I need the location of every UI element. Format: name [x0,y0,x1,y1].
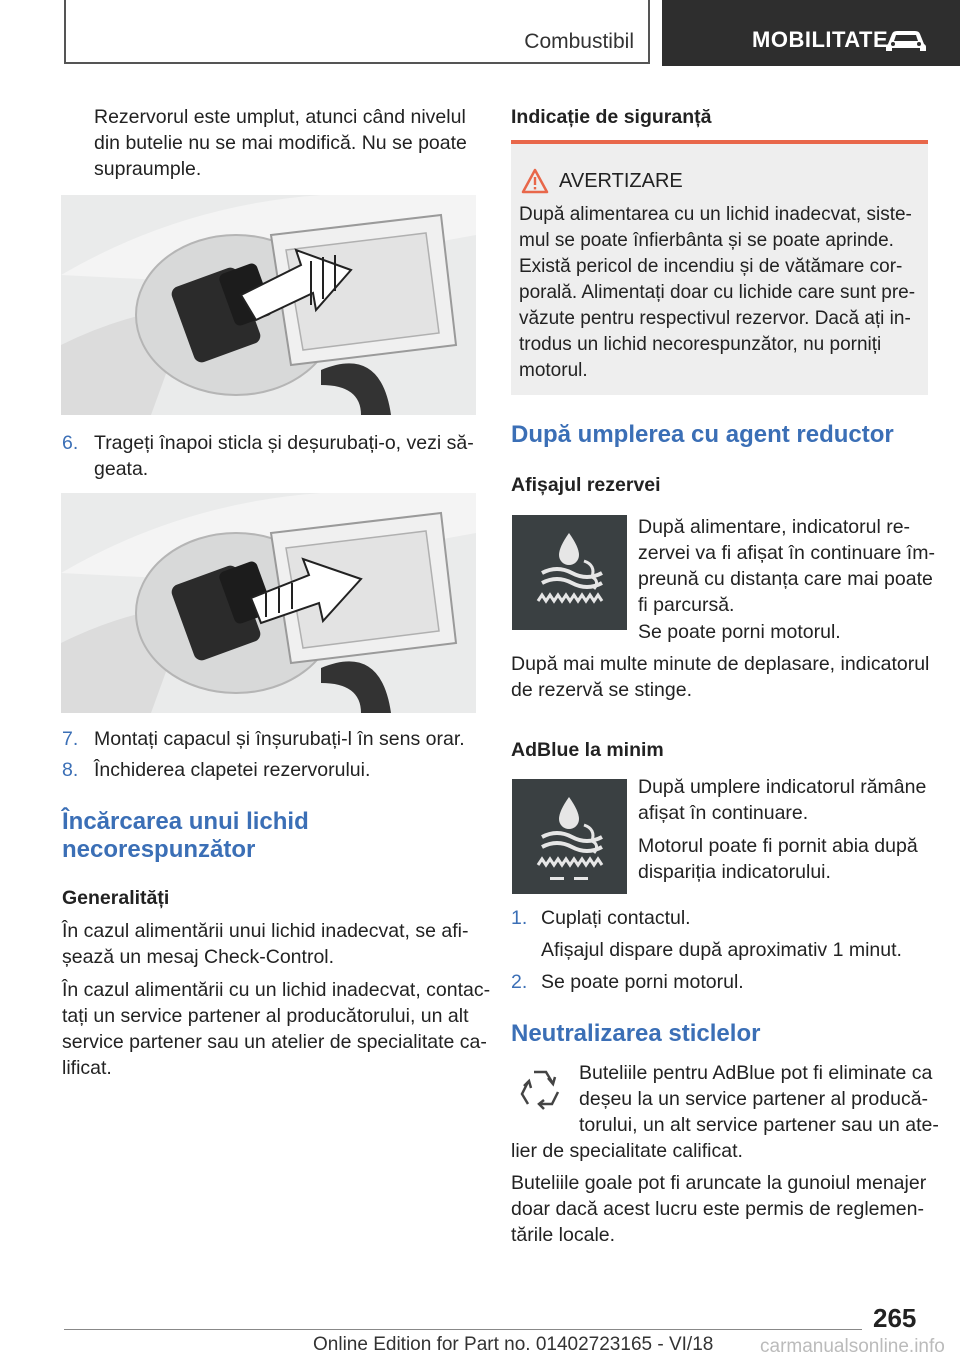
photo-bottle-remove [61,195,476,415]
para-line: șează un mesaj Check-Control. [62,946,335,968]
warning-line: mul se poate înfierbânta și se poate aprinde. [519,230,894,251]
step-number: 6. [62,432,79,454]
step-number: 2. [511,971,528,993]
recycle-icon [514,1064,566,1116]
recycle-text-tail: lier de specialitate calificat. [511,1140,743,1162]
step-7-text: Montați capacul și înșurubați-l în sens orar. [94,728,465,750]
warning-box [511,140,928,395]
minimum-text-2 [638,833,918,885]
para-line: tați un service partener al producătorului, un alt [62,1005,469,1027]
minimum-line: afișat în continuare. [638,802,809,824]
car-icon [884,26,928,54]
reserve-start-text: Se poate porni motorul. [638,621,841,643]
adblue-reserve-icon [512,515,627,630]
minimum-line: După umplere indicatorul rămâne [638,776,927,798]
step-line: Trageți înapoi sticla și deșurubați-o, vezi să‐ [94,432,474,454]
warning-line: Există pericol de incendiu și de vătămare cor‐ [519,256,903,277]
section-heading-recycle: Neutralizarea sticlelor [511,1020,761,1047]
subheading-reserve: Afișajul rezervei [511,474,661,496]
heading-line: Încărcarea unui lichid [62,808,309,835]
recycle-line: torului, un alt service partener sau un ate‐ [579,1114,939,1136]
subheading-general: Generalități [62,887,170,909]
header-section-box [64,0,650,64]
footer-divider [64,1329,862,1330]
warning-triangle-icon [521,168,549,194]
reserve-line: zervei va fi afișat în continuare îm‐ [638,542,935,564]
warning-line: porală. Alimentați doar cu lichide care sunt pre‐ [519,282,916,303]
watermark-text: carmanualsonline.info [760,1336,945,1357]
general-para-2 [62,977,490,1081]
header-chapter-box [662,0,960,66]
warning-text [519,202,915,384]
minimum-step-2: Se poate porni motorul. [541,971,744,993]
minimum-line: dispariția indicatorului. [638,861,831,883]
photo-cap-install [61,493,476,713]
step-8-text: Închiderea clapetei rezervorului. [94,759,371,781]
step-number: 7. [62,728,79,750]
step-line: geata. [94,458,149,480]
recycle-para-2 [511,1170,926,1248]
section-heading-reductor: După umplerea cu agent reductor [511,421,894,448]
minimum-text [638,774,926,826]
minimum-step-1: Cuplați contactul. [541,907,691,929]
minimum-step-1-sub: Afișajul dispare după aproximativ 1 minut. [541,939,902,961]
reserve-after-text [511,651,929,703]
step-6-text [94,430,474,482]
reserve-line: După alimentare, indicatorul re‐ [638,516,911,538]
reserve-text [638,514,935,618]
page-number: 265 [873,1303,917,1333]
warning-line: motorul. [519,360,588,381]
recycle-line: doar dacă acest lucru este permis de reglemen‐ [511,1198,924,1220]
para-line: lificat. [62,1057,112,1079]
general-para-1 [62,918,468,970]
warning-title: AVERTIZARE [559,170,683,192]
reserve-after-line: de rezervă se stinge. [511,679,693,701]
intro-line: din butelie nu se mai modifică. Nu se poate [94,132,467,154]
recycle-text [579,1060,939,1138]
warning-line: văzute pentru respectivul rezervor. Dacă ați in‐ [519,308,911,329]
safety-heading: Indicație de siguranță [511,106,712,128]
intro-line: supraumple. [94,158,202,180]
recycle-line: deșeu la un service partener al producă‐ [579,1088,929,1110]
chapter-title: MOBILITATE [752,27,889,52]
para-line: În cazul alimentării unui lichid inadecvat, se afi‐ [62,920,469,942]
warning-line: trodus un lichid necorespunzător, nu porniți [519,334,882,355]
section-title: Combustibil [524,30,634,53]
heading-line: necorespunzător [62,836,256,863]
step-number: 1. [511,907,528,929]
para-line: În cazul alimentării cu un lichid inadecvat, contac‐ [62,979,491,1001]
recycle-line: Buteliile pentru AdBlue pot fi eliminate ca [579,1062,933,1084]
recycle-line: tările locale. [511,1224,616,1246]
intro-text [94,104,467,182]
edition-text: Online Edition for Part no. 01402723165 - VI/18 [313,1334,714,1355]
intro-line: Rezervorul este umplut, atunci când nivelul [94,106,466,128]
para-line: service partener sau un atelier de specialitate ca‐ [62,1031,487,1053]
section-heading-wrong-liquid [62,808,309,864]
adblue-minimum-icon [512,779,627,894]
reserve-line: fi parcursă. [638,594,735,616]
recycle-line: Buteliile goale pot fi aruncate la gunoiul menajer [511,1172,927,1194]
warning-line: După alimentarea cu un lichid inadecvat, siste‐ [519,204,912,225]
step-number: 8. [62,759,79,781]
subheading-minimum: AdBlue la minim [511,739,664,761]
reserve-line: preună cu distanța care mai poate [638,568,933,590]
reserve-after-line: După mai multe minute de deplasare, indicatorul [511,653,930,675]
minimum-line: Motorul poate fi pornit abia după [638,835,918,857]
